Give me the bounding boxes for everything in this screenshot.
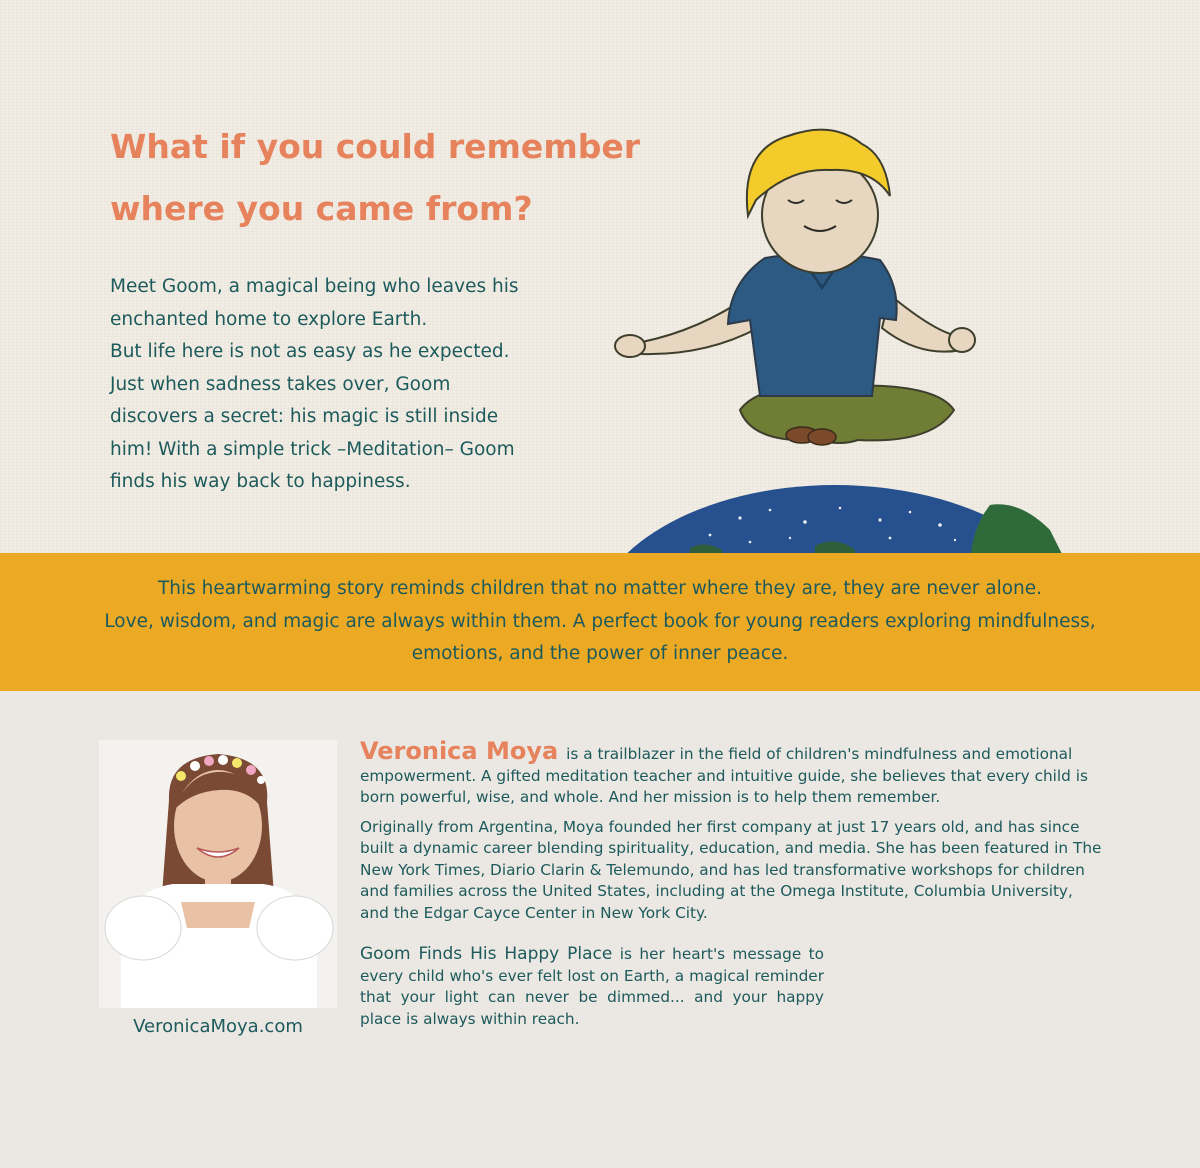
intro-line: Meet Goom, a magical being who leaves his xyxy=(110,276,519,297)
book-title: Goom Finds His Happy Place xyxy=(360,944,613,964)
bio-paragraph xyxy=(360,944,824,1030)
right-hand xyxy=(949,328,975,352)
bio-text: is a trailblazer in the field of children's mindfulness and emotional empowerment. A gifted meditation teacher and intuitive guide, she believes that every child is born powerful, wise, and whole. And her mission is to help them remember. xyxy=(360,745,1088,806)
bio-paragraph: Originally from Argentina, Moya founded her first company at just 17 years old, and has since built a dynamic career blending spirituality, education, and media. She has been featured in The New York Times, Diario Clarin & Telemundo, and has led transformative workshops for children and families across the United States, including at the Omega Institute, Columbia University, and the Edgar Cayce Center in New York City. xyxy=(360,817,1102,922)
bio-paragraph xyxy=(360,737,1102,809)
author-section xyxy=(0,691,1200,1168)
headline-line: What if you could remember xyxy=(110,127,640,166)
summary-band xyxy=(0,553,1200,691)
summary-line: Love, wisdom, and magic are always within them. A perfect book for young readers exploring mindfulness, xyxy=(104,610,1096,632)
author-bio xyxy=(360,737,1102,1030)
earth-planet xyxy=(590,485,1080,553)
intro-paragraph xyxy=(110,271,580,499)
intro-line: discovers a secret: his magic is still inside xyxy=(110,406,499,427)
summary-line: emotions, and the power of inner peace. xyxy=(411,643,789,665)
top-section xyxy=(0,0,1200,553)
intro-line: him! With a simple trick –Meditation– Goom xyxy=(110,438,515,460)
headline-line: where you came from? xyxy=(110,189,533,228)
right-shoe xyxy=(808,429,836,445)
intro-line: finds his way back to happiness. xyxy=(110,471,411,492)
intro-line: But life here is not as easy as he expected. xyxy=(110,341,510,362)
summary-line: This heartwarming story reminds children that no matter where they are, they are never alone. xyxy=(157,578,1043,600)
bio-text: is her heart's message to every child who's ever felt lost on Earth, a magical reminder that your light can never be dimmed... and your happy place is always within reach. xyxy=(360,945,825,1028)
author-name: Veronica Moya xyxy=(360,737,559,765)
intro-line: Just when sadness takes over, Goom xyxy=(110,373,451,395)
headline xyxy=(110,116,650,240)
author-photo xyxy=(99,740,337,1008)
intro-line: enchanted home to explore Earth. xyxy=(110,308,428,330)
left-hand xyxy=(615,335,645,357)
author-website-link[interactable]: VeronicaMoya.com xyxy=(133,1016,303,1037)
meditating-boy-illustration xyxy=(590,110,1090,553)
